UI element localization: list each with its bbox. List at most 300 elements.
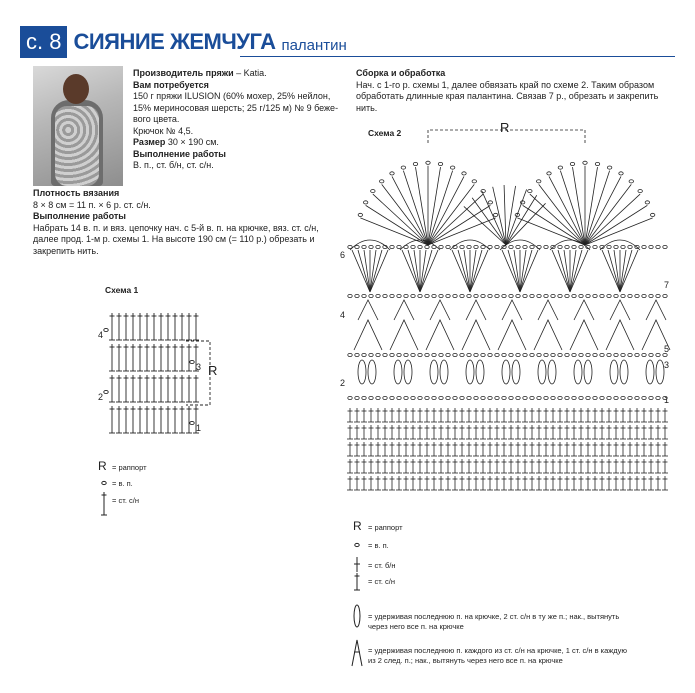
chain-stitch bbox=[371, 189, 375, 192]
chain-stitch bbox=[446, 396, 450, 399]
chain-stitch bbox=[397, 294, 401, 297]
chain-stitch bbox=[362, 294, 366, 297]
chain-stitch bbox=[404, 245, 408, 248]
shell-stitch bbox=[430, 300, 450, 320]
chain-stitch bbox=[460, 245, 464, 248]
chain-stitch bbox=[565, 396, 569, 399]
fan-dc bbox=[504, 185, 506, 245]
fan-dc bbox=[458, 250, 470, 292]
chain-stitch bbox=[558, 166, 562, 169]
chain-stitch bbox=[544, 245, 548, 248]
legend1-r-symbol: R bbox=[98, 459, 107, 473]
legend-symbols bbox=[101, 481, 362, 666]
chain-stitch bbox=[390, 294, 394, 297]
chain-stitch bbox=[551, 294, 555, 297]
chain-stitch bbox=[635, 396, 639, 399]
chain-stitch bbox=[348, 353, 352, 356]
chain-stitch bbox=[348, 245, 352, 248]
chain-stitch bbox=[467, 245, 471, 248]
scheme2-row-1: 1 bbox=[664, 395, 670, 405]
cluster-stitch bbox=[430, 360, 438, 384]
chain-stitch bbox=[537, 245, 541, 248]
chain-stitch bbox=[537, 353, 541, 356]
chain-stitch bbox=[502, 353, 506, 356]
chain-stitch bbox=[418, 294, 422, 297]
scheme2-repeat-mark: R bbox=[500, 120, 510, 135]
legend2-chain-text: = в. п. bbox=[368, 541, 389, 550]
chain-stitch bbox=[502, 245, 506, 248]
cluster-stitch bbox=[656, 360, 664, 384]
cluster-symbol bbox=[354, 605, 360, 627]
cluster-stitch bbox=[620, 360, 628, 384]
chain-stitch bbox=[509, 294, 513, 297]
fan-arc bbox=[600, 240, 640, 250]
chain-stitch bbox=[190, 360, 194, 363]
chain-stitch bbox=[102, 481, 106, 484]
chain-stitch bbox=[369, 294, 373, 297]
fan-dc bbox=[370, 250, 382, 292]
chain-stitch bbox=[453, 396, 457, 399]
chain-stitch bbox=[376, 396, 380, 399]
fan-dc bbox=[470, 250, 482, 292]
chain-stitch bbox=[376, 294, 380, 297]
chain-stitch bbox=[650, 213, 654, 216]
chain-stitch bbox=[583, 161, 587, 164]
chain-stitch bbox=[481, 294, 485, 297]
fan-dc bbox=[608, 250, 620, 292]
chain-stitch bbox=[390, 396, 394, 399]
chain-stitch bbox=[369, 396, 373, 399]
chain-stitch bbox=[509, 353, 513, 356]
chain-stitch bbox=[502, 396, 506, 399]
chain-stitch bbox=[411, 245, 415, 248]
fan-dc bbox=[358, 250, 370, 292]
chain-stitch bbox=[481, 396, 485, 399]
materials-block: Производитель пряжи – Katia. Вам потребуется 150 г пряжи ILUSION (60% мохер, 25% нейлон, 15% мериносовая шерсть; 25 г/125 м) № 9 беже- вого цвета. Крючок № 4,5. Размер 30 × 190 см. Выполнение работы В. п., ст. б/н, ст. с/н. bbox=[133, 68, 339, 170]
scheme1-row-1: 1 bbox=[196, 423, 202, 433]
chain-stitch bbox=[355, 245, 359, 248]
shell-stitch bbox=[390, 320, 418, 350]
chain-stitch bbox=[537, 294, 541, 297]
chain-stitch bbox=[530, 396, 534, 399]
chain-stitch bbox=[600, 396, 604, 399]
chain-stitch bbox=[614, 353, 618, 356]
chain-stitch bbox=[572, 245, 576, 248]
chain-stitch bbox=[453, 353, 457, 356]
chain-stitch bbox=[628, 353, 632, 356]
scheme1-row-3: 3 bbox=[196, 362, 202, 372]
scheme2-row-2: 2 bbox=[340, 378, 346, 388]
shell-stitch bbox=[394, 300, 414, 320]
chain-stitch bbox=[425, 396, 429, 399]
legend1-repeat-text: = раппорт bbox=[112, 463, 147, 472]
chain-stitch bbox=[628, 245, 632, 248]
scheme2-row-7: 7 bbox=[664, 280, 670, 290]
cluster-stitch bbox=[512, 360, 520, 384]
decrease-symbol bbox=[352, 640, 362, 666]
chain-stitch bbox=[369, 245, 373, 248]
chain-stitch bbox=[572, 353, 576, 356]
chain-stitch bbox=[523, 353, 527, 356]
chain-stitch bbox=[397, 245, 401, 248]
chain-stitch bbox=[438, 162, 442, 165]
chain-stitch bbox=[530, 245, 534, 248]
chain-stitch bbox=[190, 421, 194, 424]
chain-stitch bbox=[649, 245, 653, 248]
chain-stitch bbox=[411, 353, 415, 356]
chain-stitch bbox=[460, 396, 464, 399]
legend2-r-symbol: R bbox=[353, 519, 362, 533]
chain-stitch bbox=[411, 294, 415, 297]
chain-stitch bbox=[481, 353, 485, 356]
density-block: Плотность вязания 8 × 8 см = 11 п. × 6 р. ст. с/н. Выполнение работы Набрать 14 в. п. и вяз. цепочку нач. с 5-й в. п. на крючке, вяз. ст. с/н, далее прод. 1-м р. схемы 1. На высоте 190 см (= 110 р.) обрезать и закрепить нить. bbox=[33, 188, 319, 256]
chain-stitch bbox=[593, 245, 597, 248]
chain-stitch bbox=[104, 328, 108, 331]
chain-stitch bbox=[467, 294, 471, 297]
assembly-block: Сборка и обработка Нач. с 1-го р. схемы 1, далее обвязать край по схеме 2. Таким образом обработать длинные края палантина. Связав 7 р., обрезать и закрепить нить. bbox=[356, 68, 659, 113]
chain-stitch bbox=[558, 294, 562, 297]
chain-stitch bbox=[656, 353, 660, 356]
chain-stitch bbox=[607, 245, 611, 248]
chain-stitch bbox=[383, 396, 387, 399]
chain-stitch bbox=[495, 294, 499, 297]
chain-stitch bbox=[502, 294, 506, 297]
shell-stitch bbox=[610, 300, 630, 320]
cluster-stitch bbox=[368, 360, 376, 384]
chain-stitch bbox=[642, 294, 646, 297]
chain-stitch bbox=[649, 294, 653, 297]
chain-stitch bbox=[401, 166, 405, 169]
chain-stitch bbox=[595, 162, 599, 165]
chain-stitch bbox=[586, 294, 590, 297]
chain-stitch bbox=[404, 396, 408, 399]
chain-stitch bbox=[362, 353, 366, 356]
chain-stitch bbox=[537, 396, 541, 399]
chain-stitch bbox=[397, 353, 401, 356]
chain-stitch bbox=[348, 396, 352, 399]
chain-stitch bbox=[537, 180, 541, 183]
chain-stitch bbox=[376, 245, 380, 248]
chain-stitch bbox=[516, 294, 520, 297]
chain-stitch bbox=[390, 172, 394, 175]
chain-stitch bbox=[638, 189, 642, 192]
chain-stitch bbox=[450, 166, 454, 169]
cluster-stitch bbox=[538, 360, 546, 384]
chain-stitch bbox=[418, 396, 422, 399]
chain-stitch bbox=[383, 353, 387, 356]
chain-stitch bbox=[579, 294, 583, 297]
chain-stitch bbox=[565, 245, 569, 248]
chain-stitch bbox=[355, 543, 359, 546]
chain-stitch bbox=[649, 353, 653, 356]
chain-stitch bbox=[600, 294, 604, 297]
chain-stitch bbox=[565, 294, 569, 297]
chain-stitch bbox=[488, 294, 492, 297]
chain-stitch bbox=[656, 245, 660, 248]
chain-stitch bbox=[607, 294, 611, 297]
chain-stitch bbox=[472, 180, 476, 183]
chain-stitch bbox=[432, 245, 436, 248]
chain-stitch bbox=[488, 245, 492, 248]
chain-stitch bbox=[586, 396, 590, 399]
chain-stitch bbox=[397, 396, 401, 399]
chain-stitch bbox=[523, 294, 527, 297]
chain-stitch bbox=[509, 245, 513, 248]
chain-stitch bbox=[516, 396, 520, 399]
scheme2-row-5: 5 bbox=[664, 344, 670, 354]
chain-stitch bbox=[474, 396, 478, 399]
chain-stitch bbox=[523, 245, 527, 248]
scheme1-label: Схема 1 bbox=[105, 285, 139, 295]
legend2-repeat-text: = раппорт bbox=[368, 523, 403, 532]
legend2-cluster-text: = удерживая последнюю п. на крючке, 2 ст. с/н в ту же п.; нак., вытянуть через него все п. на крючке bbox=[368, 612, 620, 631]
chain-stitch bbox=[621, 294, 625, 297]
chain-stitch bbox=[493, 213, 497, 216]
shell-stitch bbox=[606, 320, 634, 350]
scheme1-repeat-bracket bbox=[186, 341, 210, 405]
chain-stitch bbox=[628, 294, 632, 297]
chain-stitch bbox=[579, 396, 583, 399]
chain-stitch bbox=[495, 353, 499, 356]
chain-stitch bbox=[474, 353, 478, 356]
chain-stitch bbox=[426, 161, 430, 164]
chain-stitch bbox=[663, 294, 667, 297]
chain-stitch bbox=[530, 353, 534, 356]
chain-stitch bbox=[474, 294, 478, 297]
cluster-stitch bbox=[502, 360, 510, 384]
shell-stitch bbox=[426, 320, 454, 350]
chain-stitch bbox=[369, 353, 373, 356]
chain-stitch bbox=[474, 245, 478, 248]
chain-stitch bbox=[607, 166, 611, 169]
chain-stitch bbox=[544, 353, 548, 356]
chain-stitch bbox=[425, 294, 429, 297]
page-number-badge: с. 8 bbox=[20, 26, 67, 58]
chain-stitch bbox=[621, 245, 625, 248]
chain-stitch bbox=[467, 353, 471, 356]
chain-stitch bbox=[572, 396, 576, 399]
fan-dc bbox=[620, 250, 632, 292]
chain-stitch bbox=[635, 353, 639, 356]
chain-stitch bbox=[558, 245, 562, 248]
shell-stitch bbox=[502, 300, 522, 320]
cluster-stitch bbox=[358, 360, 366, 384]
chain-stitch bbox=[488, 201, 492, 204]
chain-stitch bbox=[418, 245, 422, 248]
chain-stitch bbox=[565, 353, 569, 356]
legend1-dc-text: = ст. с/н bbox=[112, 496, 139, 505]
chain-stitch bbox=[481, 189, 485, 192]
chain-stitch bbox=[390, 353, 394, 356]
legend2-sc-text: = ст. б/н bbox=[368, 561, 396, 570]
scheme2-row-4: 4 bbox=[340, 310, 346, 320]
chain-stitch bbox=[544, 294, 548, 297]
chain-stitch bbox=[481, 245, 485, 248]
pattern-title: СИЯНИЕ ЖЕМЧУГА bbox=[73, 29, 276, 54]
shell-stitch bbox=[538, 300, 558, 320]
chain-stitch bbox=[446, 353, 450, 356]
chain-stitch bbox=[362, 245, 366, 248]
chain-stitch bbox=[628, 396, 632, 399]
chain-stitch bbox=[629, 180, 633, 183]
shell-stitch bbox=[534, 320, 562, 350]
chain-stitch bbox=[383, 294, 387, 297]
chain-stitch bbox=[390, 245, 394, 248]
chain-stitch bbox=[418, 353, 422, 356]
chain-stitch bbox=[558, 396, 562, 399]
legend1-chain-text: = в. п. bbox=[112, 479, 133, 488]
chain-stitch bbox=[614, 245, 618, 248]
scheme2-row-3: 3 bbox=[664, 360, 670, 370]
cluster-stitch bbox=[584, 360, 592, 384]
chain-stitch bbox=[523, 396, 527, 399]
chain-stitch bbox=[619, 172, 623, 175]
chain-stitch bbox=[467, 396, 471, 399]
chain-stitch bbox=[607, 353, 611, 356]
cluster-stitch bbox=[476, 360, 484, 384]
chain-stitch bbox=[488, 396, 492, 399]
chain-stitch bbox=[404, 353, 408, 356]
cluster-stitch bbox=[440, 360, 448, 384]
chain-stitch bbox=[642, 245, 646, 248]
chain-stitch bbox=[572, 294, 576, 297]
chain-stitch bbox=[460, 294, 464, 297]
chain-stitch bbox=[547, 172, 551, 175]
chain-stitch bbox=[446, 294, 450, 297]
scheme2-row-6: 6 bbox=[340, 250, 346, 260]
chain-stitch bbox=[642, 353, 646, 356]
chain-stitch bbox=[358, 213, 362, 216]
chain-stitch bbox=[362, 396, 366, 399]
chain-stitch bbox=[509, 396, 513, 399]
chain-stitch bbox=[645, 201, 649, 204]
chain-stitch bbox=[404, 294, 408, 297]
chain-stitch bbox=[614, 294, 618, 297]
fan-dc bbox=[558, 250, 570, 292]
chain-stitch bbox=[621, 353, 625, 356]
cluster-stitch bbox=[404, 360, 412, 384]
chain-stitch bbox=[593, 396, 597, 399]
scheme1-chart bbox=[104, 313, 210, 433]
chain-stitch bbox=[642, 396, 646, 399]
chain-stitch bbox=[355, 294, 359, 297]
chain-stitch bbox=[439, 245, 443, 248]
legend2-dc-text: = ст. с/н bbox=[368, 577, 395, 586]
cluster-stitch bbox=[574, 360, 582, 384]
chain-stitch bbox=[446, 245, 450, 248]
chain-stitch bbox=[380, 180, 384, 183]
chain-stitch bbox=[495, 396, 499, 399]
cluster-stitch bbox=[548, 360, 556, 384]
chain-stitch bbox=[558, 353, 562, 356]
shell-stitch bbox=[570, 320, 598, 350]
fan-dc bbox=[366, 205, 428, 245]
fan-dc bbox=[482, 191, 506, 245]
chain-stitch bbox=[570, 162, 574, 165]
fan-dc bbox=[520, 250, 532, 292]
scheme1-row-2: 2 bbox=[98, 392, 104, 402]
chain-stitch bbox=[663, 245, 667, 248]
shell-stitch bbox=[574, 300, 594, 320]
chain-stitch bbox=[586, 353, 590, 356]
chain-stitch bbox=[425, 245, 429, 248]
cluster-stitch bbox=[646, 360, 654, 384]
fan-dc bbox=[585, 205, 647, 245]
fan-dc bbox=[523, 205, 585, 245]
chain-stitch bbox=[600, 353, 604, 356]
chain-stitch bbox=[528, 189, 532, 192]
chain-stitch bbox=[516, 353, 520, 356]
chain-stitch bbox=[551, 353, 555, 356]
chain-stitch bbox=[355, 353, 359, 356]
fan-dc bbox=[464, 206, 506, 245]
chain-stitch bbox=[649, 396, 653, 399]
fan-dc bbox=[570, 250, 582, 292]
scheme1-repeat-mark: R bbox=[208, 363, 218, 378]
fan-dc bbox=[428, 205, 490, 245]
chain-stitch bbox=[607, 396, 611, 399]
scheme1-row-4: 4 bbox=[98, 330, 104, 340]
chain-stitch bbox=[462, 172, 466, 175]
fan-dc bbox=[420, 250, 432, 292]
chain-stitch bbox=[593, 353, 597, 356]
chain-stitch bbox=[363, 201, 367, 204]
chain-stitch bbox=[432, 396, 436, 399]
chain-stitch bbox=[439, 396, 443, 399]
chain-stitch bbox=[579, 353, 583, 356]
chain-stitch bbox=[593, 294, 597, 297]
chain-stitch bbox=[551, 396, 555, 399]
chain-stitch bbox=[355, 396, 359, 399]
chain-stitch bbox=[432, 353, 436, 356]
chain-stitch bbox=[413, 162, 417, 165]
chain-stitch bbox=[635, 294, 639, 297]
chain-stitch bbox=[544, 396, 548, 399]
chain-stitch bbox=[348, 294, 352, 297]
shell-stitch bbox=[358, 300, 378, 320]
scheme2-label: Схема 2 bbox=[368, 128, 402, 138]
shell-stitch bbox=[498, 320, 526, 350]
shell-stitch bbox=[462, 320, 490, 350]
chain-stitch bbox=[439, 353, 443, 356]
chain-stitch bbox=[530, 294, 534, 297]
fan-dc bbox=[508, 250, 520, 292]
chain-stitch bbox=[104, 390, 108, 393]
cluster-stitch bbox=[394, 360, 402, 384]
cluster-stitch bbox=[466, 360, 474, 384]
legend2-decrease-text: = удерживая последнюю п. каждого из ст. с/н на крючке, 1 ст. с/н в каждую из 2 след. п.; нак., вытянуть через него все п. на крючке bbox=[368, 646, 628, 665]
cluster-stitch bbox=[610, 360, 618, 384]
chain-stitch bbox=[411, 396, 415, 399]
pattern-subtitle: палантин bbox=[281, 36, 347, 54]
chain-stitch bbox=[516, 245, 520, 248]
chain-stitch bbox=[453, 294, 457, 297]
chain-stitch bbox=[425, 353, 429, 356]
chain-stitch bbox=[614, 396, 618, 399]
chain-stitch bbox=[621, 396, 625, 399]
chain-stitch bbox=[439, 294, 443, 297]
scheme2-chart bbox=[347, 130, 670, 490]
chain-stitch bbox=[432, 294, 436, 297]
shell-stitch bbox=[646, 300, 666, 320]
shell-stitch bbox=[354, 320, 382, 350]
fan-dc bbox=[408, 250, 420, 292]
chain-stitch bbox=[488, 353, 492, 356]
shell-stitch bbox=[466, 300, 486, 320]
chain-stitch bbox=[656, 396, 660, 399]
chain-stitch bbox=[579, 245, 583, 248]
chain-stitch bbox=[460, 353, 464, 356]
